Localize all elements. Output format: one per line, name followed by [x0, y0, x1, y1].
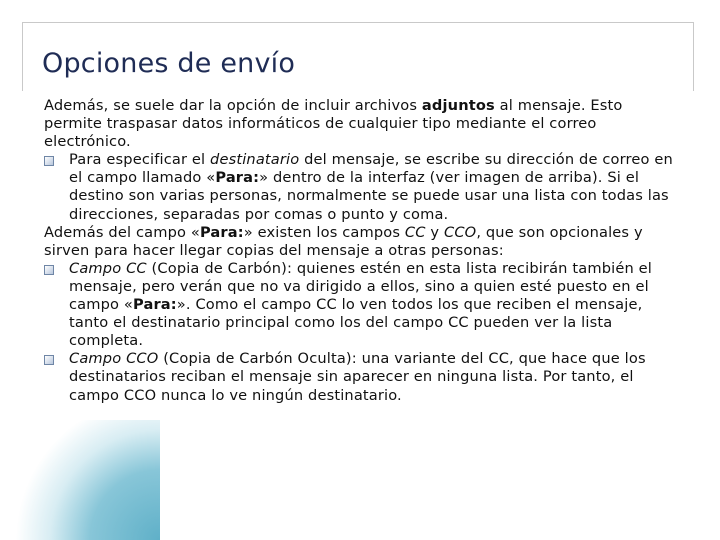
intro-text: Además, se suele dar la opción de incluir archivos [44, 97, 422, 114]
bullet-destinatario [44, 151, 674, 223]
para2-text-end: , que son opcionales y sirven para hacer llegar copias del mensaje a otras personas: [44, 223, 643, 259]
campo-cco-term: Campo CCO [69, 350, 159, 368]
bullet3-text: (Copia de Carbón Oculta): una variante del CC, que hace que los destinatarios reciban el mensaje sin aparecer en ninguna lista. Por tanto, el campo CCO nunca lo ve ningún destinatario. [69, 350, 646, 404]
square-bullet-icon [44, 156, 54, 166]
para-field-term: Para: [199, 223, 244, 241]
para-field-term: Para: [133, 296, 177, 314]
destinatario-term: destinatario [210, 151, 300, 169]
square-bullet-icon [44, 355, 54, 365]
bullet2-text-end: ». Como el campo CC lo ven todos los que reciben el mensaje, tanto el destinatario principal como los del campo CC pueden ver la lista completa. [69, 296, 643, 350]
para-field-term: Para: [215, 169, 260, 187]
bullet-campo-cc [44, 260, 674, 350]
bullet1-text-mid: del mensaje, se escribe su dirección de correo en el campo llamado « [69, 151, 673, 187]
adjuntos-term: adjuntos [421, 97, 495, 114]
bullet2-text: (Copia de Carbón): quienes estén en esta lista recibirán también el mensaje, pero verán que no va dirigido a ellos, sino a quien esté puesto en el campo « [69, 259, 652, 314]
cc-term: CC [404, 223, 426, 241]
fields-paragraph [44, 224, 674, 260]
intro-text-cont: al mensaje. Esto permite traspasar datos informáticos de cualquier tipo mediante el correo electrónico. [44, 97, 623, 151]
slide-body [44, 97, 674, 405]
para2-text-mid: » existen los campos [243, 223, 405, 241]
para2-text: Además del campo « [44, 223, 200, 241]
bullet1-text: Para especificar el [69, 151, 211, 169]
bullet1-text-end: » dentro de la interfaz (ver imagen de arriba). Si el destino son varias personas, normalmente se puede usar una lista con todas las direcciones, separadas por comas o punto y coma. [69, 169, 669, 223]
cco-term: CCO [443, 223, 477, 241]
para2-and: y [425, 223, 444, 241]
intro-paragraph [44, 97, 674, 151]
campo-cc-term: Campo CC [69, 259, 147, 277]
bullet-campo-cco [44, 350, 674, 404]
decorative-wave [0, 420, 160, 540]
slide-title: Opciones de envío [42, 48, 296, 79]
square-bullet-icon [44, 265, 54, 275]
